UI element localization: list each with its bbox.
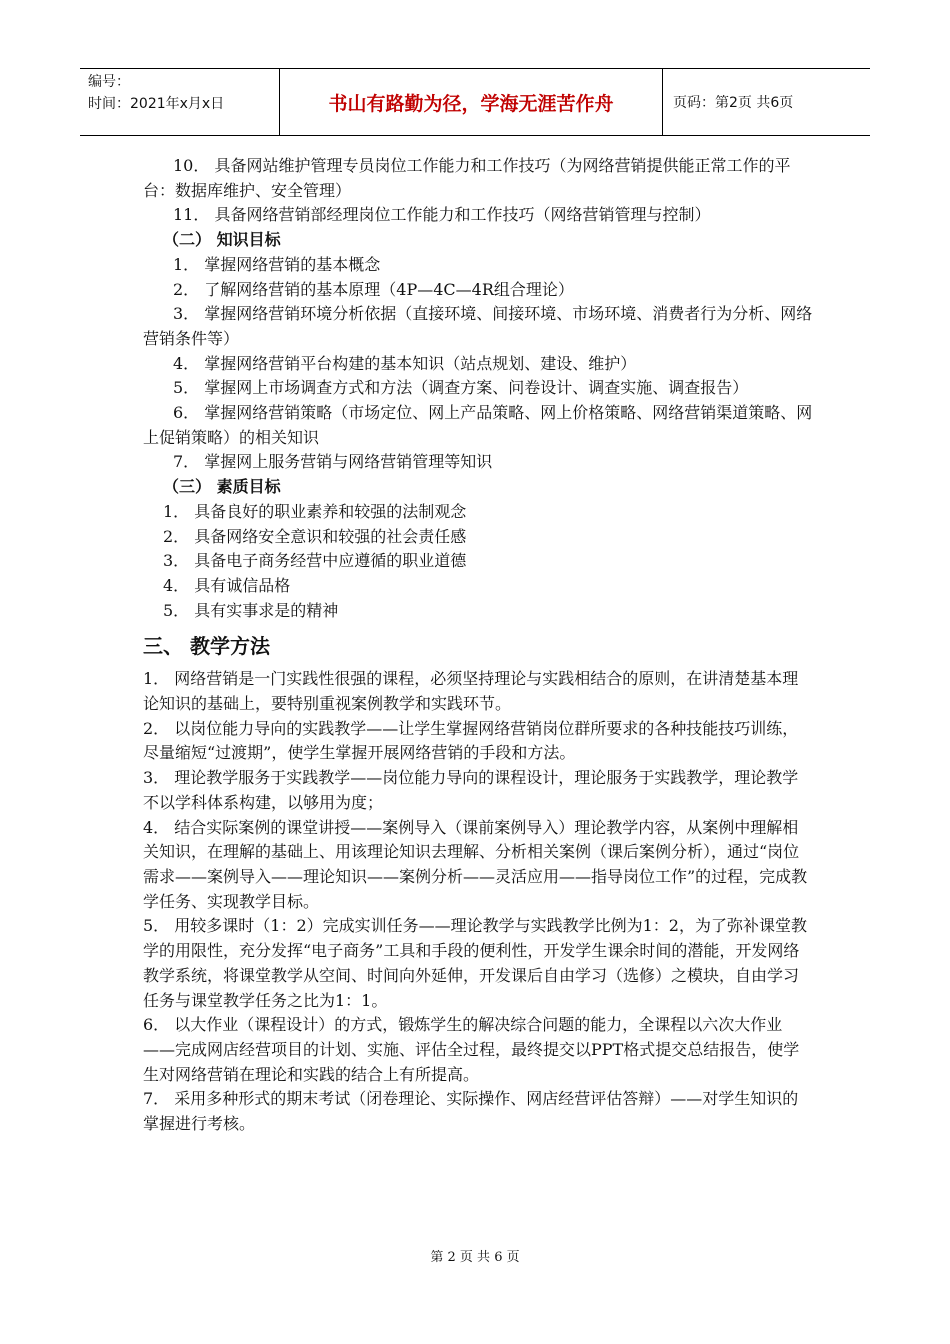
method-item: 1． 网络营销是一门实践性很强的课程，必须坚持理论与实践相结合的原则，在讲清楚基本理论知识的基础上，要特别重视案例教学和实践环节。	[143, 669, 799, 714]
knowledge-item: 5． 掌握网上市场调查方式和方法（调查方案、问卷设计、调查实施、调查报告）	[173, 378, 749, 398]
quality-heading: （三） 素质目标	[163, 477, 281, 497]
knowledge-item: 4． 掌握网络营销平台构建的基本知识（站点规划、建设、维护）	[173, 353, 637, 373]
quality-item: 5． 具有实事求是的精神	[163, 600, 339, 620]
quality-item: 4． 具有诚信品格	[163, 575, 291, 595]
document-body	[143, 154, 813, 1137]
method-item: 7． 采用多种形式的期末考试（闭卷理论、实际操作、网店经营评估答辩）——对学生知识的掌握进行考核。	[143, 1089, 799, 1134]
quality-item: 2． 具备网络安全意识和较强的社会责任感	[163, 526, 467, 546]
method-item: 6． 以大作业（课程设计）的方式，锻炼学生的解决综合问题的能力，全课程以六次大作业——完成网店经营项目的计划、实施、评估全过程，最终提交以PPT格式提交总结报告，使学生对网络营销在理论和实践的结合上有所提高。	[143, 1015, 800, 1084]
knowledge-item: 7． 掌握网上服务营销与网络营销管理等知识	[173, 452, 493, 472]
page-header	[80, 68, 870, 136]
quality-item: 3． 具备电子商务经营中应遵循的职业道德	[163, 551, 467, 571]
date-label: 时间：2021年x月x日	[88, 96, 225, 112]
method-item: 5． 用较多课时（1：2）完成实训任务——理论教学与实践教学比例为1：2，为了弥补课堂教学的用限性，充分发挥“电子商务”工具和手段的便利性，开发学生课余时间的潜能，开发网络教学系统，将课堂教学从空间、时间向外延伸，开发课后自由学习（选修）之模块，自由学习任务与课堂教学任务之比为1：1。	[143, 916, 807, 1010]
method-item: 3． 理论教学服务于实践教学——岗位能力导向的课程设计，理论服务于实践教学，理论教学不以学科体系构建，以够用为度；	[143, 768, 799, 812]
method-item: 4． 结合实际案例的课堂讲授——案例导入（课前案例导入）理论教学内容，从案例中理解相关知识，在理解的基础上、用该理论知识去理解、分析相关案例（课后案例分析），通过“岗位需求——案例导入——理论知识——案例分析——灵活应用——指导岗位工作”的过程，完成教学任务、实现教学目标。	[143, 817, 808, 911]
header-meta	[80, 69, 280, 135]
header-motto: 书山有路勤为径，学海无涯苦作舟	[280, 69, 663, 135]
ability-item: 10． 具备网站维护管理专员岗位工作能力和工作技巧（为网络营销提供能正常工作的平台：数据库维护、安全管理）	[143, 156, 791, 200]
knowledge-item: 2． 了解网络营销的基本原理（4P—4C—4R组合理论）	[173, 279, 574, 299]
code-label: 编号：	[88, 74, 130, 90]
page-footer: 第 2 页 共 6 页	[430, 1250, 520, 1265]
knowledge-item: 3． 掌握网络营销环境分析依据（直接环境、间接环境、市场环境、消费者行为分析、网络营销条件等）	[143, 304, 813, 348]
quality-item: 1． 具备良好的职业素养和较强的法制观念	[163, 501, 467, 521]
ability-item: 11． 具备网络营销部经理岗位工作能力和工作技巧（网络营销管理与控制）	[173, 205, 711, 225]
knowledge-item: 1． 掌握网络营销的基本概念	[173, 254, 381, 274]
header-page-number: 页码：第2页 共6页	[673, 95, 794, 111]
knowledge-heading: （二） 知识目标	[163, 230, 281, 250]
method-item: 2． 以岗位能力导向的实践教学——让学生掌握网络营销岗位群所要求的各种技能技巧训练，尽量缩短“过渡期”，使学生掌握开展网络营销的手段和方法。	[143, 718, 799, 763]
knowledge-item: 6． 掌握网络营销策略（市场定位、网上产品策略、网上价格策略、网络营销渠道策略、网上促销策略）的相关知识	[143, 403, 813, 447]
section-heading: 三、 教学方法	[143, 634, 270, 659]
